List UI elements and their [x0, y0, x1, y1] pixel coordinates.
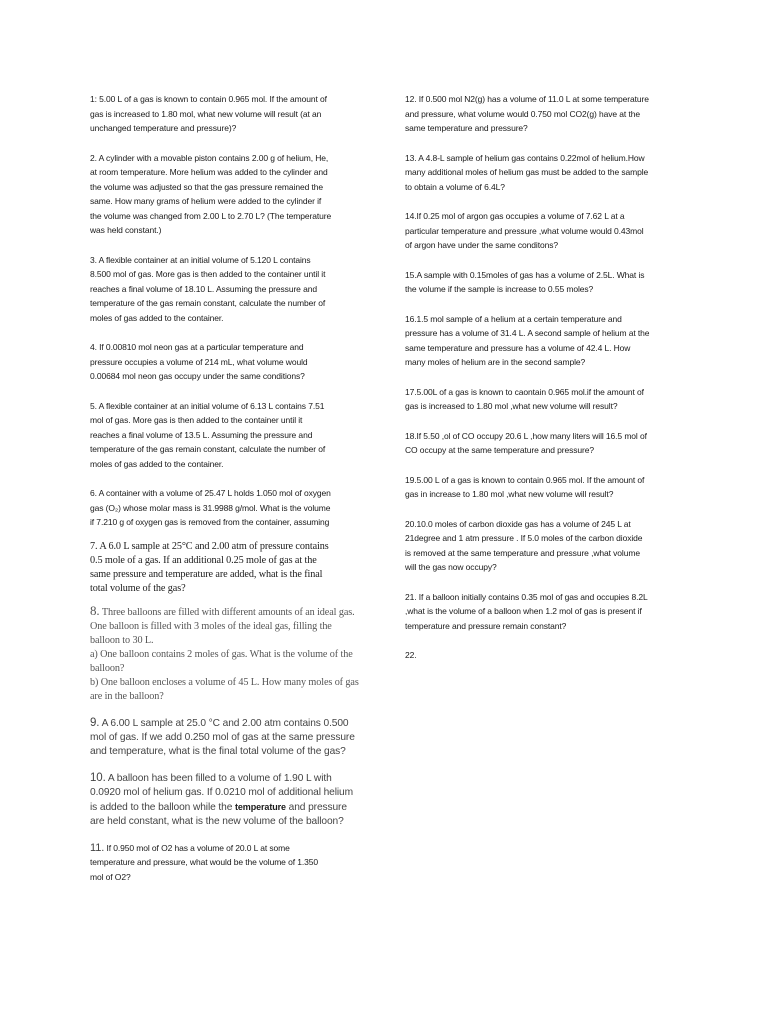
question-21: 21. If a balloon initially contains 0.35 mol of gas and occupies 8.2L ,what is the volume of a balloon when 1.2 mol of gas is present if temperature and pressure remain constant? [405, 591, 648, 631]
question-16: 16.1.5 mol sample of a helium at a certain temperature and pressure has a volume of 31.4 L. A second sample of helium at the same temperature and pressure has a volume of 42.4 L. How many moles of helium are in the second sample? [405, 313, 650, 367]
question-7: 7. A 6.0 L sample at 25°C and 2.00 atm of pressure contains 0.5 mole of a gas. If an additional 0.25 mole of gas at the same pressure and temperature are added, what is the final total volume of the gas? [90, 540, 329, 594]
question-3: 3. A flexible container at an initial volume of 5.120 L contains 8.500 mol of gas. More gas is then added to the container until it reaches a final volume of 18.10 L. Assuming the pressure and temperature of the gas remain constant, calculate the number of moles of gas added to the container. [90, 254, 326, 323]
question-13: 13. A 4.8-L sample of helium gas contains 0.22mol of helium.How many additional moles of helium gas must be added to the sample to obtain a volume of 6.4L? [405, 152, 649, 192]
question-17: 17.5.00L of a gas is known to caontain 0.965 mol.if the amount of gas is increased to 1.80 mol ,what new volume will result? [405, 386, 644, 411]
question-5: 5. A flexible container at an initial volume of 6.13 L contains 7.51 mol of gas. More gas is then added to the container until it reaches a final volume of 13.5 L. Assuming the pressure and temperature of the gas remain constant, calculate the number of moles of gas added to the container. [90, 400, 326, 469]
question-6: 6. A container with a volume of 25.47 L holds 1.050 mol of oxygen gas (O₂) whose molar mass is 31.9988 g/mol. What is the volume if 7.210 g of oxygen gas is removed from the container, assuming [90, 488, 331, 527]
question-15: 15.A sample with 0.15moles of gas has a volume of 2.5L. What is the volume if the sample is increase to 0.55 moles? [405, 269, 645, 294]
right-column [405, 92, 701, 678]
question-11-number: 11. [90, 841, 105, 854]
question-11: 11. If 0.950 mol of O2 has a volume of 20.0 L at some temperature and pressure, what would be the volume of 1.350 mol of O2? [90, 841, 318, 882]
bold-word-temperature: temperature [235, 801, 286, 812]
question-10: 10. A balloon has been filled to a volume of 1.90 L with 0.0920 mol of helium gas. If 0.0210 mol of additional helium is added to the balloon while the temperature and pressure are held constant, what is the new volume of the balloon? [90, 771, 353, 827]
question-2: 2. A cylinder with a movable piston contains 2.00 g of helium, He, at room temperature. More helium was added to the cylinder and the volume was adjusted so that the gas pressure remained the same. How many grams of helium were added to the cylinder if the volume was changed from 2.00 L to 2.70 L? (The temperature was held constant.) [90, 152, 332, 235]
question-8: 8. Three balloons are filled with different amounts of an ideal gas. One balloon is filled with 3 moles of the ideal gas, filling the balloon to 30 L. a) One balloon contains 2 moles of gas. What is the volume of the balloon? b) One balloon encloses a volume of 45 L. How many moles of gas are in the balloon? [90, 602, 359, 702]
question-14: 14.If 0.25 mol of argon gas occupies a volume of 7.62 L at a particular temperature and pressure ,what volume would 0.43mol of argon have under the same conditons? [405, 211, 644, 250]
question-19: 19.5.00 L of a gas is known to contain 0.965 mol. If the amount of gas in increase to 1.80 mol ,what new volume will result? [405, 474, 645, 499]
question-1: 1: 5.00 L of a gas is known to contain 0.965 mol. If the amount of gas is increased to 1.80 mol, what new volume will result (at an unchanged temperature and pressure)? [90, 94, 327, 133]
question-10-number: 10. [90, 771, 106, 784]
left-column [90, 92, 386, 899]
question-4: 4. If 0.00810 mol neon gas at a particular temperature and pressure occupies a volume of 214 mL, what volume would 0.00684 mol neon gas occupy under the same conditions? [90, 342, 308, 381]
question-12: 12. If 0.500 mol N2(g) has a volume of 11.0 L at some temperature and pressure, what volume would 0.750 mol CO2(g) have at the same temperature and pressure? [405, 94, 649, 133]
question-20: 20.10.0 moles of carbon dioxide gas has a volume of 245 L at 21degree and 1 atm pressure . If 5.0 moles of the carbon dioxide is removed at the same temperature and pressure ,what volume will the gas now occupy? [405, 518, 643, 572]
question-9: 9. A 6.00 L sample at 25.0 °C and 2.00 atm contains 0.500 mol of gas. If we add 0.250 mol of gas at the same pressure and temperature, what is the final total volume of the gas? [90, 716, 355, 757]
question-9-number: 9. [90, 716, 100, 729]
question-18: 18.If 5.50 ,ol of CO occupy 20.6 L ,how many liters will 16.5 mol of CO occupy at the same temperature and pressure? [405, 430, 647, 455]
question-22: 22. [405, 650, 417, 660]
question-8-number: 8. [90, 602, 100, 618]
